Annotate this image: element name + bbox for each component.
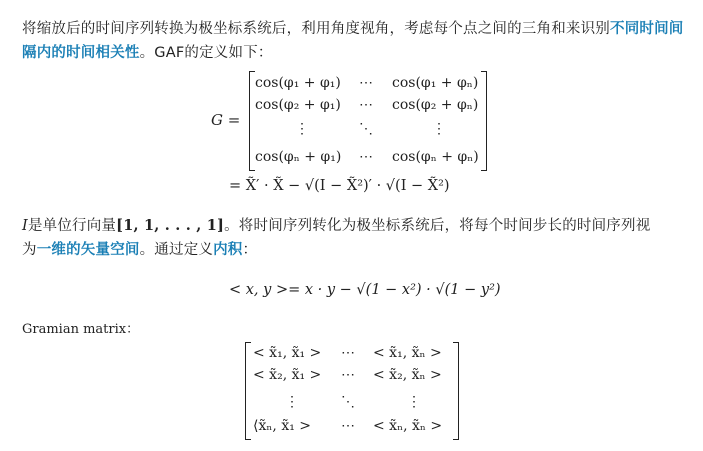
gaf-cell-3-2: ⋱ — [359, 121, 373, 137]
define-text: 。通过定义 — [139, 242, 214, 258]
gram-cell-2-2: ⋯ — [341, 367, 355, 383]
gram-cell-3-2: ⋱ — [341, 394, 355, 410]
right-bracket — [481, 71, 487, 171]
gaf-cell-4-3: cos(φₙ + φₙ) — [392, 149, 479, 165]
gaf-cell-1-3: cos(φ₁ + φₙ) — [392, 75, 479, 91]
colon-text: ： — [242, 242, 258, 258]
as-text: 为 — [22, 242, 37, 258]
unit-vector-paragraph — [22, 214, 687, 262]
gaf-equation: = X̃′ · X̃ − √(I − X̃²)′ · √(I − X̃²) — [229, 178, 450, 194]
highlight-vector-space[interactable]: 一维的矢量空间 — [36, 242, 140, 258]
gaf-lhs: G = — [211, 111, 241, 129]
inner-product-formula: < x, y >= x · y − √(1 − x²) · √(1 − y²) — [229, 282, 501, 298]
intro-text: 将缩放后的时间序列转换为极坐标系统后，利用角度视角，考虑每个点之间的三角和来识别 — [22, 21, 610, 37]
unit-vector-text: 是单位行向量 — [27, 218, 117, 234]
gaf-matrix — [249, 71, 487, 171]
gram-cell-3-3: ⋮ — [407, 394, 421, 410]
gram-cell-1-2: ⋯ — [341, 345, 355, 361]
gram-cell-2-3: < x̃₂, x̃ₙ > — [373, 367, 442, 383]
gram-cell-3-1: ⋮ — [285, 394, 299, 410]
gaf-cell-1-1: cos(φ₁ + φ₁) — [255, 75, 341, 91]
polar-text: 。将时间序列转化为极坐标系统后，将每个时间步长的时间序列视 — [224, 218, 651, 234]
gaf-cell-2-3: cos(φ₂ + φₙ) — [392, 97, 479, 113]
intro-paragraph — [22, 17, 687, 65]
gram-cell-1-3: < x̃₁, x̃ₙ > — [373, 345, 442, 361]
gaf-cell-3-3: ⋮ — [432, 121, 446, 137]
gram-cell-2-1: < x̃₂, x̃₁ > — [253, 367, 322, 383]
gaf-cell-4-1: cos(φₙ + φ₁) — [255, 149, 342, 165]
gaf-cell-2-1: cos(φ₂ + φ₁) — [255, 97, 341, 113]
right-bracket — [453, 342, 459, 440]
gramian-label: Gramian matrix： — [22, 322, 140, 337]
gramian-matrix — [245, 342, 459, 440]
gaf-cell-3-1: ⋮ — [295, 121, 309, 137]
highlight-temporal-correlation[interactable]: 不同时间间隔内的时间相关性 — [22, 21, 684, 61]
left-bracket — [245, 342, 251, 440]
gram-cell-4-2: ⋯ — [341, 418, 355, 434]
highlight-inner-product[interactable]: 内积 — [213, 242, 243, 258]
unit-vector: [1, 1, . . . , 1] — [116, 217, 225, 234]
gram-cell-4-1: ⟨x̃ₙ, x̃₁ > — [253, 418, 312, 434]
gram-cell-1-1: < x̃₁, x̃₁ > — [253, 345, 322, 361]
symbol-i: I — [22, 218, 28, 234]
intro-after-text: 。GAF的定义如下： — [139, 45, 273, 61]
gram-cell-4-3: < x̃ₙ, x̃ₙ > — [373, 418, 443, 434]
gaf-cell-1-2: ⋯ — [359, 75, 373, 91]
gaf-cell-2-2: ⋯ — [359, 97, 373, 113]
gaf-cell-4-2: ⋯ — [359, 149, 373, 165]
